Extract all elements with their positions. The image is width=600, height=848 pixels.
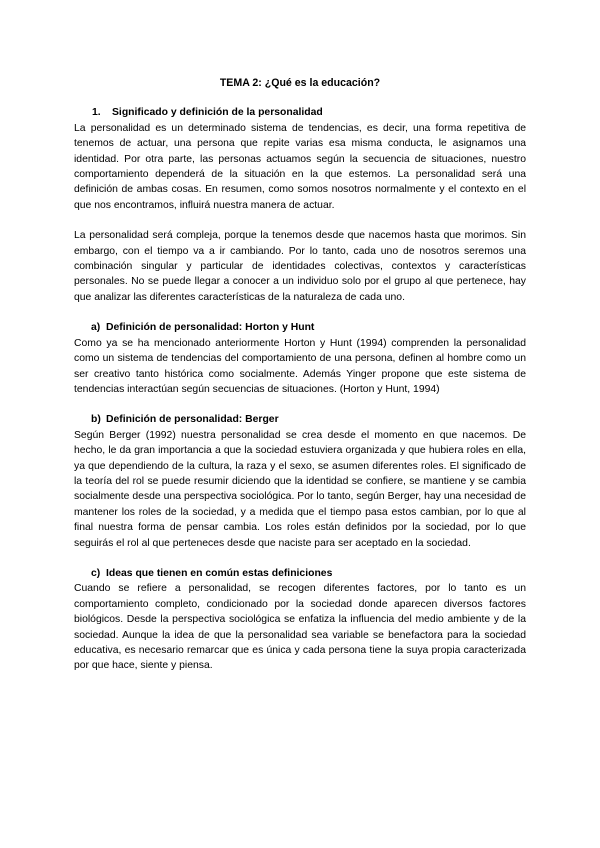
subsection-letter: b) xyxy=(91,414,101,426)
document-title: TEMA 2: ¿Qué es la educación? xyxy=(219,77,381,89)
subsection-heading-text: Ideas que tienen en común estas definiciones xyxy=(106,567,333,579)
subsection-letter: a) xyxy=(91,322,101,334)
subsection-heading-text: Definición de personalidad: Berger xyxy=(106,414,279,426)
subsection-paragraph: Como ya se ha mencionado anteriormente Horton y Hunt (1994) comprenden la personalidad como un sistema de tendencias del comportamiento de una persona, definen al hombre como un ser creativo tanto histórica como socialmente. Además Yinger propone que este sistema de tendencias interactúan según secuencias de situaciones. (Horton y Hunt, 1994) xyxy=(74,337,526,395)
subsection-letter: c) xyxy=(91,567,101,579)
section-paragraph: La personalidad será compleja, porque la tenemos desde que nacemos hasta que morimos. Sin embargo, con el tiempo va a ir cambiando. Por lo tanto, cada uno de nosotros seremos una combinación singular y particular de identidades colectivas, contextos y características personales. No se puede llegar a conocer a un individuo solo por el grupo al que pertenece, hay que analizar las diferentes características de la naturaleza de cada uno. xyxy=(74,230,526,303)
subsection-heading xyxy=(74,566,526,581)
subsection-paragraph: Cuando se refiere a personalidad, se recogen diferentes factores, por lo tanto es un comportamiento completo, condicionado por la sociedad donde aparecen diversos factores biológicos. Desde la perspectiva sociológica se enfatiza la influencia del medio ambiente y de la sociedad. Aunque la idea de que la personalidad sea variable se benefactora para la sociedad educativa, es necesario remarcar que es única y cada persona tiene la suya propia caracterizada por que hace, siente y piensa. xyxy=(74,583,526,672)
section-heading-text: Significado y definición de la personalidad xyxy=(112,107,323,119)
section-paragraph: La personalidad es un determinado sistema de tendencias, es decir, una forma repetitiva de tenemos de actuar, una persona que repite varias esa misma conducta, le asignamos una identidad. Por otra parte, las personas actuamos según la secuencia de situaciones, nuestro comportamiento dependerá de la situación en la que estemos. La personalidad será una definición de ambas cosas. En resumen, como somos nosotros normalmente y el contexto en el que nos encontramos, influirá nuestra manera de actuar. xyxy=(74,122,526,211)
section-number: 1. xyxy=(92,107,101,119)
section-heading xyxy=(74,105,526,120)
subsection-paragraph: Según Berger (1992) nuestra personalidad se crea desde el momento en que nacemos. De hecho, le da gran importancia a que la sociedad estuviera organizada y que hubiera roles en ella, ya que dependiendo de la cultura, la raza y el sexo, se asumen diferentes roles. El significado de la teoría del rol se puede resumir diciendo que la identidad se confiere, se mantiene y se cambia socialmente desde una perspectiva sociológica. Por lo tanto, según Berger, hay una necesidad de mantener los roles de la sociedad, y a medida que el tiempo pasa estos cambian, por lo que al final nuestra forma de pensar cambia. Los roles están definidos por la sociedad, por lo que seguirás el rol al que perteneces desde que naciste para ser aceptado en la sociedad. xyxy=(74,429,526,549)
subsection-heading xyxy=(74,320,526,335)
document-content xyxy=(74,76,526,674)
subsection-heading xyxy=(74,412,526,427)
subsection-heading-text: Definición de personalidad: Horton y Hunt xyxy=(106,322,315,334)
